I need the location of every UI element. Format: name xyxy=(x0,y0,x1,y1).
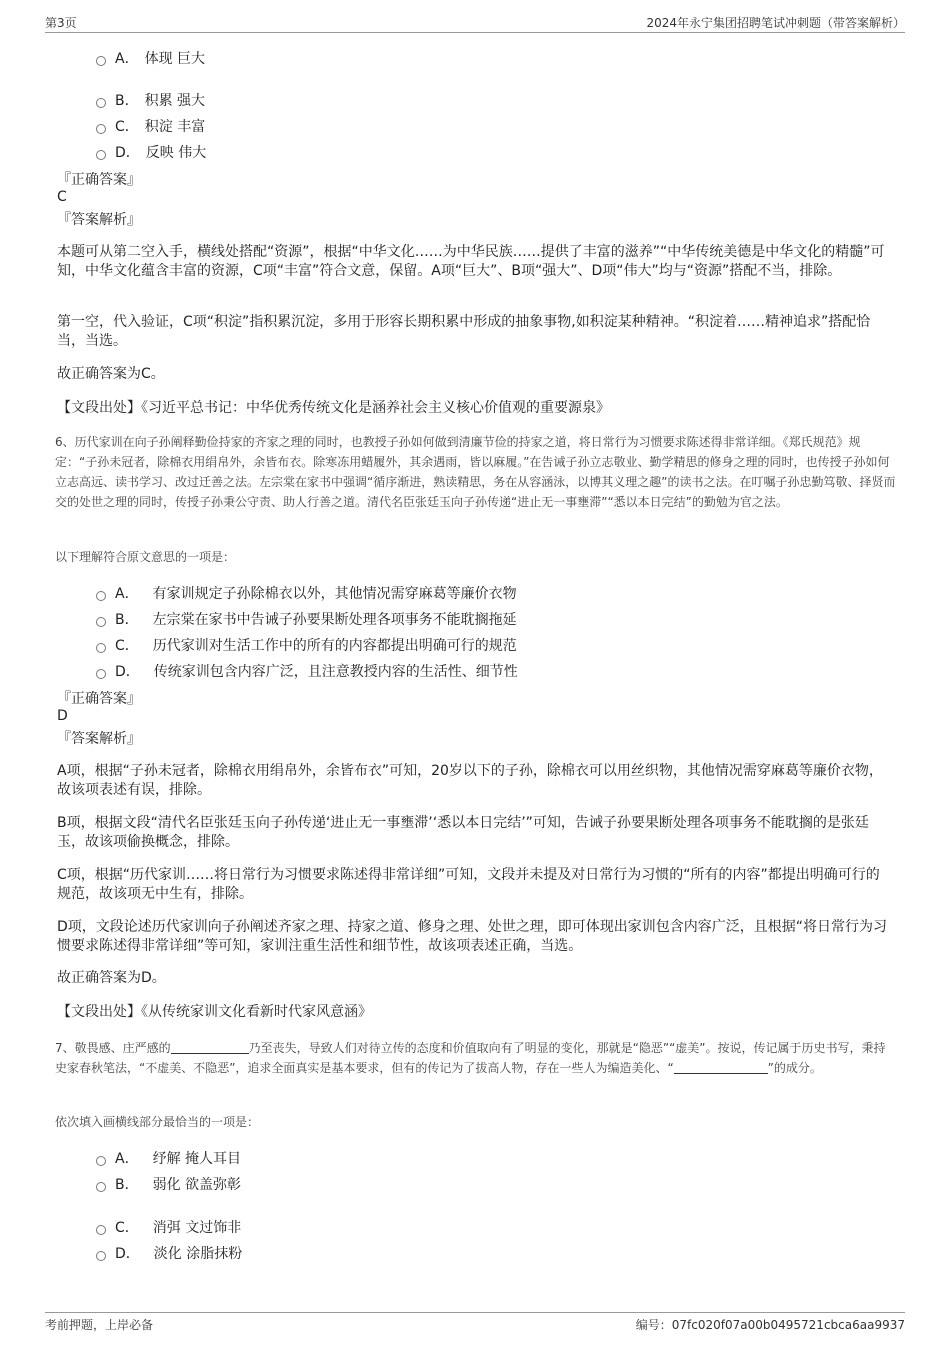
q5-option-b[interactable]: B． 积累 强大 xyxy=(96,90,205,110)
radio-icon[interactable] xyxy=(96,56,106,66)
q6-answer-label: 『正确答案』 xyxy=(57,691,141,707)
q5-source: 【文段出处】《习近平总书记：中华优秀传统文化是涵养社会主义核心价值观的重要源泉》 xyxy=(57,400,610,416)
radio-icon[interactable] xyxy=(96,1225,106,1235)
q5-analysis-paragraph: 本题可从第二空入手，横线处搭配“资源”，根据“中华文化……为中华民族……提供了丰富的滋养”“中华传统美德是中华文化的精髓”可知，中华文化蕴含丰富的资源，C项“丰富”符合文意，保留。A项“巨大”、B项“强大”、D项“伟大”均与“资源”搭配不当，排除。 xyxy=(57,244,885,279)
radio-icon[interactable] xyxy=(96,617,106,627)
q6-source: 【文段出处】《从传统家训文化看新时代家风意涵》 xyxy=(57,1004,372,1020)
q5-answer: C xyxy=(57,189,67,205)
q5-analysis-paragraph: 第一空，代入验证，C项“积淀”指积累沉淀，多用于形容长期积累中形成的抽象事物,如积淀某种精神。“积淀着……精神追求”搭配恰当，当选。 xyxy=(57,314,871,349)
q5-option-c[interactable]: C． 积淀 丰富 xyxy=(96,116,205,136)
q6-analysis-paragraph: C项，根据“历代家训……将日常行为习惯要求陈述得非常详细”可知，文段并未提及对日常行为习惯的“所有的内容”都提出明确可行的规范，故该项无中生有，排除。 xyxy=(57,867,880,902)
radio-icon[interactable] xyxy=(96,1182,106,1192)
radio-icon[interactable] xyxy=(96,150,106,160)
footer-slogan: 考前押题，上岸必备 xyxy=(45,1318,154,1332)
q7-option-b[interactable]: B． 弱化 欲盖弥彰 xyxy=(96,1174,241,1194)
q6-prompt: 以下理解符合原文意思的一项是： xyxy=(55,550,236,564)
q6-option-b[interactable]: B． 左宗棠在家书中告诫子孙要果断处理各项事务不能耽搁拖延 xyxy=(96,609,517,629)
q7-option-c[interactable]: C． 消弭 文过饰非 xyxy=(96,1217,241,1237)
q6-analysis-paragraph: B项，根据文段“清代名臣张廷玉向子孙传递‘进止无一事壅滞’‘悉以本日完结’”可知，告诫子孙要果断处理各项事务不能耽搁的是张廷玉，故该项偷换概念，排除。 xyxy=(57,815,869,850)
q6-option-c[interactable]: C． 历代家训对生活工作中的所有的内容都提出明确可行的规范 xyxy=(96,635,517,655)
q6-analysis-paragraph: A项，根据“子孙未冠者，除棉衣用绢帛外，余皆布衣”可知，20岁以下的子孙，除棉衣可以用丝织物，其他情况需穿麻葛等廉价衣物，故该项表述有误，排除。 xyxy=(57,763,883,798)
q7-question-text: 7、敬畏感、庄严感的 乃至丧失，导致人们对待立传的态度和价值取向有了明显的变化，那就是“隐恶”“虚美”。按说，传记属于历史书写，秉持史家春秋笔法，“不虚美、不隐恶”，追求全面真实是基本要求，但有的传记为了拔高人物，存在一些人为编造美化、“ ”的成分。 xyxy=(55,1041,886,1075)
radio-icon[interactable] xyxy=(96,98,106,108)
page-footer xyxy=(45,1312,905,1333)
document-title: 2024年永宁集团招聘笔试冲刺题（带答案解析） xyxy=(646,16,905,30)
q5-analysis-label: 『答案解析』 xyxy=(57,212,141,228)
q6-question-text: 6、历代家训在向子孙阐释勤俭持家的齐家之理的同时，也教授子孙如何做到清廉节俭的持家之道，将日常行为习惯要求陈述得非常详细。《郑氏规范》规定：“子孙未冠者，除棉衣用绢帛外，余皆布衣。除寒冻用蜡履外，其余遇雨，皆以麻履。”在告诫子孙立志敬业、勤学精思的修身之理的同时，也传授子孙如何立志高远、读书学习、改过迁善之法。左宗棠在家书中强调“循序渐进，熟读精思，务在从容涵泳，以博其义理之趣”的读书之法。在叮嘱子孙忠勤笃敬、择贤而交的处世之理的同时，传授子孙秉公守责、助人行善之道。清代名臣张廷玉向子孙传递“进止无一事壅滞”“悉以本日完结”的勤勉为官之法。 xyxy=(55,435,896,509)
q6-option-d[interactable]: D． 传统家训包含内容广泛，且注意教授内容的生活性、细节性 xyxy=(96,661,518,681)
q6-conclusion: 故正确答案为D。 xyxy=(57,970,166,986)
page-number: 第3页 xyxy=(45,16,77,30)
q7-prompt: 依次填入画横线部分最恰当的一项是： xyxy=(55,1115,260,1129)
q6-option-a[interactable]: A． 有家训规定子孙除棉衣以外，其他情况需穿麻葛等廉价衣物 xyxy=(96,583,517,603)
q7-option-d[interactable]: D． 淡化 涂脂抹粉 xyxy=(96,1243,242,1263)
q6-analysis-label: 『答案解析』 xyxy=(57,731,141,747)
radio-icon[interactable] xyxy=(96,1251,106,1261)
q5-answer-label: 『正确答案』 xyxy=(57,172,141,188)
radio-icon[interactable] xyxy=(96,1156,106,1166)
radio-icon[interactable] xyxy=(96,643,106,653)
q6-analysis-paragraph: D项，文段论述历代家训向子孙阐述齐家之理、持家之道、修身之理、处世之理，即可体现出家训包含内容广泛，且根据“将日常行为习惯要求陈述得非常详细”等可知，家训注重生活性和细节性，故该项表述正确，当选。 xyxy=(57,919,888,954)
q5-conclusion: 故正确答案为C。 xyxy=(57,366,165,382)
radio-icon[interactable] xyxy=(96,124,106,134)
radio-icon[interactable] xyxy=(96,591,106,601)
q7-option-a[interactable]: A． 纾解 掩人耳目 xyxy=(96,1148,241,1168)
page-header xyxy=(45,14,905,33)
fill-blank xyxy=(171,1041,249,1054)
q5-option-a[interactable]: A． 体现 巨大 xyxy=(96,48,205,68)
q5-option-d[interactable]: D． 反映 伟大 xyxy=(96,142,206,162)
q6-answer: D xyxy=(57,708,68,724)
radio-icon[interactable] xyxy=(96,669,106,679)
document-code: 编号：07fc020f07a00b0495721cbca6aa9937 xyxy=(635,1318,905,1332)
fill-blank xyxy=(674,1061,768,1074)
